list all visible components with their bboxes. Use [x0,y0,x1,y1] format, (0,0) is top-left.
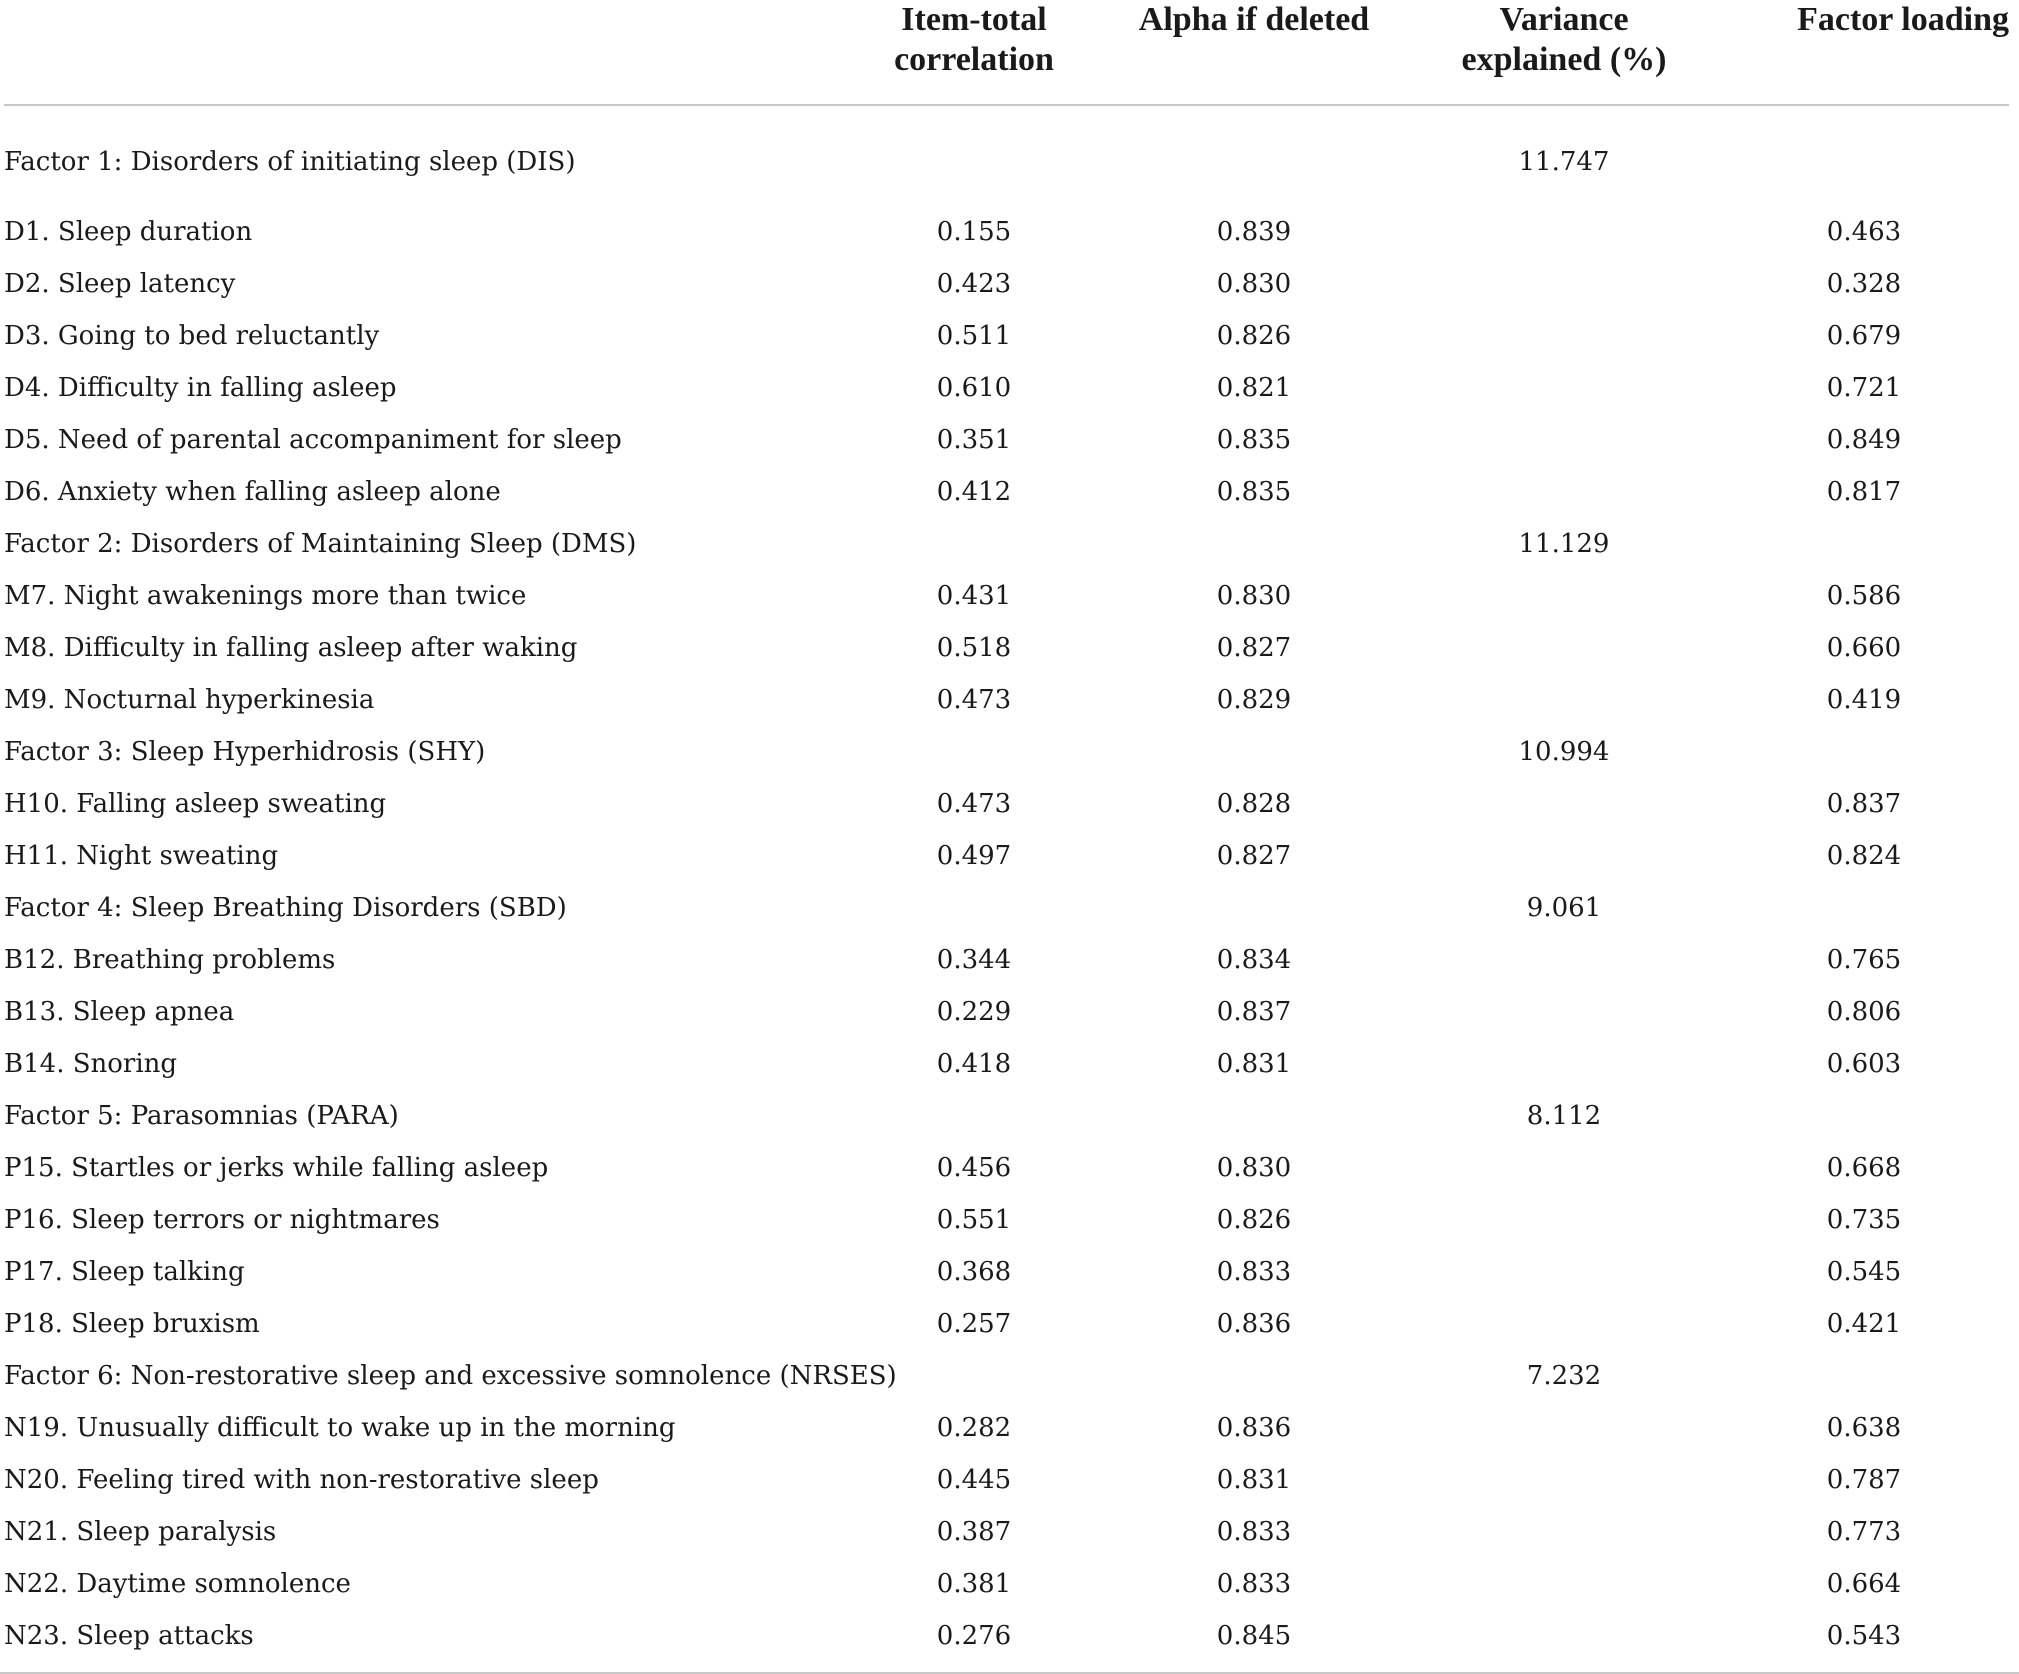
cell-item-total-correlation: 0.551 [936,1205,1012,1235]
cell-alpha-if-deleted: 0.827 [1216,841,1292,871]
cell-alpha-if-deleted: 0.837 [1216,997,1292,1027]
cell-item-total-correlation: 0.276 [936,1621,1012,1651]
cell-item-label: N19. Unusually difficult to wake up in the morning [4,1413,676,1443]
cell-variance-explained [1409,1610,1719,1662]
header-row [4,0,2009,105]
cell-variance-explained [1409,206,1719,258]
cell-item-total-correlation: 0.155 [936,217,1012,247]
cell-item-label: B14. Snoring [4,1049,178,1079]
cell-item-total-correlation: 0.610 [936,373,1012,403]
cell-item-label: D2. Sleep latency [4,269,236,299]
cell-factor-loading: 0.603 [1826,1049,1902,1079]
cell-item-label: P18. Sleep bruxism [4,1309,260,1339]
cell-alpha-if-deleted: 0.835 [1216,425,1292,455]
cell-variance-explained [1409,1142,1719,1194]
cell-item-total-correlation: 0.418 [936,1049,1012,1079]
cell-factor-loading [1719,1090,2009,1142]
cell-variance-explained: 11.747 [1518,147,1610,177]
table-row [4,1298,2009,1350]
cell-factor-loading: 0.849 [1826,425,1902,455]
cell-item-total-correlation: 0.445 [936,1465,1012,1495]
table-row [4,466,2009,518]
bottom-rule [0,1662,2019,1674]
cell-factor-loading [1719,1350,2009,1402]
cell-item-label: Factor 1: Disorders of initiating sleep (DIS) [4,147,576,177]
table-row [4,1506,2009,1558]
cell-alpha-if-deleted: 0.833 [1216,1257,1292,1287]
table-row [4,674,2009,726]
cell-item-label: B13. Sleep apnea [4,997,235,1027]
cell-alpha-if-deleted [1099,1350,1409,1402]
cell-factor-loading: 0.543 [1826,1621,1902,1651]
table-row [4,518,2009,570]
cell-item-label: P17. Sleep talking [4,1257,245,1287]
header-item [4,0,849,105]
cell-factor-loading: 0.837 [1826,789,1902,819]
cell-item-label: Factor 5: Parasomnias (PARA) [4,1101,399,1131]
table-row [4,1246,2009,1298]
cell-variance-explained [1409,674,1719,726]
cell-factor-loading: 0.765 [1826,945,1902,975]
cell-alpha-if-deleted [1099,882,1409,934]
table-row [4,830,2009,882]
cell-item-label: D5. Need of parental accompaniment for sleep [4,425,622,455]
table-row [4,1090,2009,1142]
cell-item-label: H10. Falling asleep sweating [4,789,387,819]
cell-variance-explained [1409,1402,1719,1454]
header-factor-loading: Factor loading [1719,0,2009,105]
cell-variance-explained [1409,778,1719,830]
cell-item-total-correlation [849,882,1099,934]
cell-item-total-correlation: 0.423 [936,269,1012,299]
cell-item-label: P15. Startles or jerks while falling asleep [4,1153,549,1183]
cell-alpha-if-deleted: 0.829 [1216,685,1292,715]
cell-variance-explained [1409,1246,1719,1298]
table-row [4,1194,2009,1246]
header-alpha-if-deleted: Alpha if deleted [1099,0,1409,105]
cell-alpha-if-deleted: 0.845 [1216,1621,1292,1651]
cell-variance-explained [1409,1298,1719,1350]
cell-factor-loading: 0.773 [1826,1517,1902,1547]
cell-item-label: N22. Daytime somnolence [4,1569,351,1599]
cell-item-total-correlation: 0.518 [936,633,1012,663]
cell-item-label: M7. Night awakenings more than twice [4,581,527,611]
cell-alpha-if-deleted: 0.830 [1216,269,1292,299]
cell-item-label: B12. Breathing problems [4,945,336,975]
table-row [4,1142,2009,1194]
cell-alpha-if-deleted: 0.821 [1216,373,1292,403]
cell-factor-loading: 0.545 [1826,1257,1902,1287]
table-row [4,310,2009,362]
table-row [4,1610,2009,1662]
cell-item-total-correlation [849,518,1099,570]
cell-item-total-correlation: 0.456 [936,1153,1012,1183]
cell-variance-explained [1409,934,1719,986]
cell-alpha-if-deleted: 0.836 [1216,1309,1292,1339]
cell-factor-loading: 0.638 [1826,1413,1902,1443]
cell-factor-loading: 0.463 [1826,217,1902,247]
cell-variance-explained [1409,258,1719,310]
cell-alpha-if-deleted: 0.830 [1216,581,1292,611]
cell-factor-loading: 0.721 [1826,373,1902,403]
cell-factor-loading: 0.660 [1826,633,1902,663]
table-row [4,882,2009,934]
cell-factor-loading: 0.679 [1826,321,1902,351]
cell-variance-explained: 11.129 [1518,529,1610,559]
cell-alpha-if-deleted: 0.830 [1216,1153,1292,1183]
cell-variance-explained [1409,622,1719,674]
cell-item-total-correlation: 0.257 [936,1309,1012,1339]
cell-alpha-if-deleted [1099,1090,1409,1142]
cell-factor-loading: 0.817 [1826,477,1902,507]
table-row [4,778,2009,830]
cell-factor-loading [1719,882,2009,934]
cell-alpha-if-deleted [1099,105,1409,206]
table-row [4,105,2009,206]
table-row [4,1038,2009,1090]
table-row [4,362,2009,414]
cell-variance-explained [1409,310,1719,362]
cell-item-label: D1. Sleep duration [4,217,253,247]
cell-item-label: N21. Sleep paralysis [4,1517,277,1547]
cell-alpha-if-deleted: 0.831 [1216,1465,1292,1495]
cell-alpha-if-deleted: 0.831 [1216,1049,1292,1079]
cell-alpha-if-deleted: 0.826 [1216,1205,1292,1235]
cell-item-total-correlation: 0.387 [936,1517,1012,1547]
cell-alpha-if-deleted: 0.835 [1216,477,1292,507]
cell-item-total-correlation: 0.497 [936,841,1012,871]
cell-item-label: M9. Nocturnal hyperkinesia [4,685,375,715]
cell-variance-explained [1409,1558,1719,1610]
table-row [4,986,2009,1038]
header-variance-explained: Variance explained (%) [1409,0,1719,105]
cell-item-label: M8. Difficulty in falling asleep after waking [4,633,578,663]
cell-variance-explained [1409,1038,1719,1090]
header-item-total-correlation: Item-total correlation [849,0,1099,105]
cell-item-total-correlation: 0.511 [936,321,1012,351]
cell-alpha-if-deleted: 0.834 [1216,945,1292,975]
table-row [4,1350,2009,1402]
cell-alpha-if-deleted: 0.826 [1216,321,1292,351]
cell-alpha-if-deleted: 0.828 [1216,789,1292,819]
cell-item-label: D3. Going to bed reluctantly [4,321,380,351]
cell-variance-explained [1409,466,1719,518]
cell-factor-loading: 0.735 [1826,1205,1902,1235]
cell-item-total-correlation: 0.229 [936,997,1012,1027]
cell-item-total-correlation: 0.351 [936,425,1012,455]
cell-factor-loading: 0.586 [1826,581,1902,611]
table-row [4,1454,2009,1506]
table-row [4,622,2009,674]
cell-item-label: Factor 2: Disorders of Maintaining Sleep (DMS) [4,529,637,559]
table-row [4,570,2009,622]
cell-item-label: N20. Feeling tired with non-restorative sleep [4,1465,599,1495]
cell-alpha-if-deleted [1099,518,1409,570]
cell-factor-loading: 0.419 [1826,685,1902,715]
table-row [4,258,2009,310]
table-row [4,414,2009,466]
cell-factor-loading: 0.328 [1826,269,1902,299]
cell-factor-loading [1719,105,2009,206]
cell-variance-explained: 9.061 [1526,893,1602,923]
cell-item-total-correlation: 0.431 [936,581,1012,611]
cell-factor-loading: 0.668 [1826,1153,1902,1183]
cell-variance-explained: 8.112 [1526,1101,1602,1131]
cell-alpha-if-deleted: 0.833 [1216,1569,1292,1599]
cell-item-label: D6. Anxiety when falling asleep alone [4,477,501,507]
cell-item-total-correlation: 0.412 [936,477,1012,507]
cell-variance-explained [1409,1506,1719,1558]
cell-item-label: N23. Sleep attacks [4,1621,254,1651]
cell-variance-explained [1409,362,1719,414]
results-table [4,0,2009,1662]
cell-alpha-if-deleted [1099,726,1409,778]
cell-item-label: P16. Sleep terrors or nightmares [4,1205,440,1235]
cell-variance-explained [1409,570,1719,622]
cell-item-total-correlation: 0.381 [936,1569,1012,1599]
cell-item-label: H11. Night sweating [4,841,279,871]
cell-factor-loading: 0.824 [1826,841,1902,871]
cell-variance-explained: 7.232 [1526,1361,1602,1391]
table-header [4,0,2009,105]
table-body [4,105,2009,1662]
cell-item-label: Factor 4: Sleep Breathing Disorders (SBD) [4,893,567,923]
cell-item-label: Factor 3: Sleep Hyperhidrosis (SHY) [4,737,486,767]
cell-variance-explained [1409,1194,1719,1246]
cell-item-total-correlation: 0.282 [936,1413,1012,1443]
cell-item-total-correlation: 0.473 [936,789,1012,819]
cell-variance-explained [1409,414,1719,466]
table-row [4,1402,2009,1454]
cell-factor-loading [1719,726,2009,778]
cell-alpha-if-deleted: 0.833 [1216,1517,1292,1547]
cell-factor-loading: 0.421 [1826,1309,1902,1339]
cell-alpha-if-deleted: 0.827 [1216,633,1292,663]
cell-item-label: D4. Difficulty in falling asleep [4,373,397,403]
cell-factor-loading [1719,518,2009,570]
table-row [4,1558,2009,1610]
table-row [4,206,2009,258]
cell-alpha-if-deleted: 0.839 [1216,217,1292,247]
cell-alpha-if-deleted: 0.836 [1216,1413,1292,1443]
cell-item-label: Factor 6: Non-restorative sleep and excessive somnolence (NRSES) [4,1361,897,1391]
cell-item-total-correlation [849,105,1099,206]
cell-item-total-correlation: 0.344 [936,945,1012,975]
table-row [4,726,2009,778]
cell-variance-explained: 10.994 [1518,737,1610,767]
cell-variance-explained [1409,986,1719,1038]
cell-factor-loading: 0.806 [1826,997,1902,1027]
cell-item-total-correlation [849,726,1099,778]
cell-variance-explained [1409,830,1719,882]
cell-item-total-correlation: 0.473 [936,685,1012,715]
table-row [4,934,2009,986]
cell-variance-explained [1409,1454,1719,1506]
cell-item-total-correlation: 0.368 [936,1257,1012,1287]
cell-item-total-correlation [849,1090,1099,1142]
cell-factor-loading: 0.664 [1826,1569,1902,1599]
cell-factor-loading: 0.787 [1826,1465,1902,1495]
